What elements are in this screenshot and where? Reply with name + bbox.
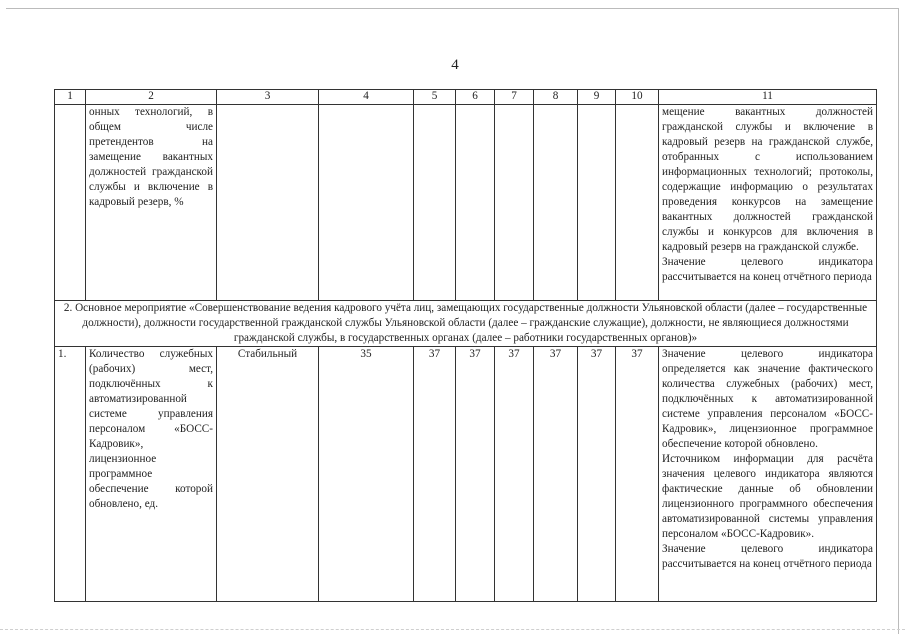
column-header: 7 <box>495 90 534 105</box>
column-header: 2 <box>86 90 217 105</box>
table-cell <box>319 105 414 301</box>
table-cell <box>456 105 495 301</box>
column-header: 3 <box>217 90 319 105</box>
table-cell <box>534 105 578 301</box>
indicator-cell: Количество служебных (рабочих) мест, подключённых к автоматизированной системе управления персоналом «БОСС-Кадровик», лицензионное программное обеспечение которой обновлено, ед. <box>86 347 217 602</box>
column-header: 10 <box>616 90 659 105</box>
section-heading: 2. Основное мероприятие «Совершенствование ведения кадрового учёта лиц, замещающих государственные должности Ульяновской области (далее – государственные должности), должности государственной гражданской службы Ульяновской области (далее – гражданские служащие), должности, не являющиеся должностями гражданской службы, в государственных органах (далее – работники государственных органов)» <box>55 301 877 347</box>
table-cell <box>414 105 456 301</box>
section-heading-row <box>55 301 877 347</box>
value-cell: 35 <box>319 347 414 602</box>
table-cell <box>495 105 534 301</box>
indicator-cell: онных технологий, в общем числе претендентов на замещение вакантных должностей гражданской службы и включение в кадровый резерв, % <box>86 105 217 301</box>
trend-cell: Стабильный <box>217 347 319 602</box>
notes-cell <box>659 105 877 301</box>
table-cell <box>616 105 659 301</box>
column-header: 1 <box>55 90 86 105</box>
scan-edge-line <box>0 629 905 630</box>
value-cell: 37 <box>534 347 578 602</box>
notes-paragraph: мещение вакантных должностей гражданской службы и включение в кадровый резерв на гражданской службе, отобранных с использованием информационных технологий; протоколы, содержащие информацию о результатах проведения конкурсов на замещение вакантных должностей гражданской службы и конкурсов для включения в кадровый резерв на гражданской службе. <box>662 106 873 253</box>
notes-cell <box>659 347 877 602</box>
column-header: 5 <box>414 90 456 105</box>
column-header: 9 <box>578 90 616 105</box>
table-cell <box>578 105 616 301</box>
page-number: 4 <box>451 57 459 73</box>
value-cell: 37 <box>578 347 616 602</box>
table-cell <box>217 105 319 301</box>
column-header: 8 <box>534 90 578 105</box>
table-row-continued <box>55 105 877 301</box>
column-header: 6 <box>456 90 495 105</box>
indicators-table <box>54 89 877 602</box>
value-cell: 37 <box>414 347 456 602</box>
column-number-row <box>55 90 877 105</box>
table-cell <box>55 105 86 301</box>
value-cell: 37 <box>616 347 659 602</box>
column-header: 11 <box>659 90 877 105</box>
notes-paragraph: Значение целевого индикатора рассчитывается на конец отчётного периода <box>662 256 873 283</box>
table-row <box>55 347 877 602</box>
value-cell: 37 <box>495 347 534 602</box>
row-number: 1. <box>55 347 86 602</box>
notes-paragraph: Источником информации для расчёта значения целевого индикатора являются фактические данные об обновлении лицензионного программного обеспечения автоматизированной системы управления персоналом «БОСС-Кадровик». <box>662 453 873 540</box>
column-header: 4 <box>319 90 414 105</box>
notes-paragraph: Значение целевого индикатора рассчитывается на конец отчётного периода <box>662 543 873 570</box>
value-cell: 37 <box>456 347 495 602</box>
notes-paragraph: Значение целевого индикатора определяется как значение фактического количества служебных (рабочих) мест, подключённых к автоматизированной системе управления персоналом «БОСС-Кадровик», лицензионное программное обеспечение которой обновлено. <box>662 348 873 450</box>
